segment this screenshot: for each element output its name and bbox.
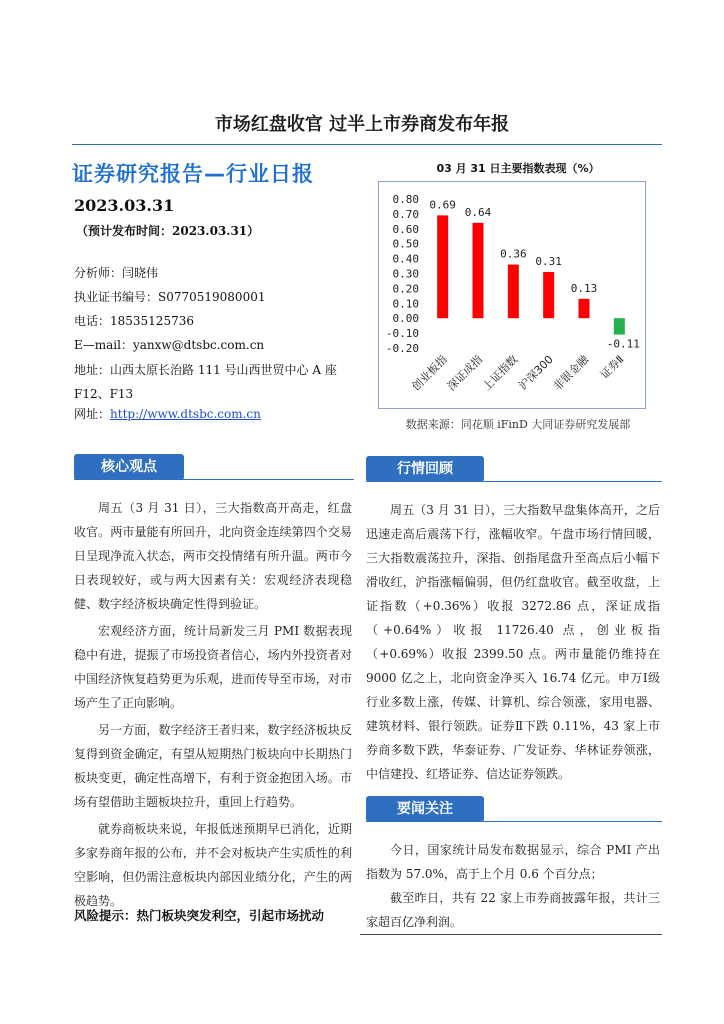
- website-label: 网址：: [74, 407, 111, 421]
- website-row: [74, 405, 261, 424]
- analyst-cert: 执业证书编号：S0770519080001: [74, 290, 266, 304]
- chart-title: 03 月 31 日主要指数表现（%）: [436, 162, 600, 175]
- analyst-name: 分析师：闫晓伟: [74, 266, 159, 280]
- section-core-view: 核心观点: [74, 454, 184, 480]
- report-title: 证券研究报告—行业日报: [72, 162, 314, 186]
- bar: [473, 223, 484, 318]
- x-tick-label: 非银金融: [550, 352, 592, 394]
- x-tick-label: 沪深300: [516, 352, 556, 393]
- header-rule: [72, 144, 662, 145]
- core-view-paragraph: 就券商板块来说，年报低迷预期早已消化，近期多家券商年报的公布，并不会对板块产生实质性的利空影响，但仍需注意板块内部因业绩分化，产生的两极趋势。: [74, 822, 352, 908]
- chart-frame: [378, 181, 646, 409]
- analyst-address-cont: F12、F13: [74, 387, 134, 401]
- bar: [437, 215, 448, 318]
- y-tick-label: 0.30: [392, 267, 419, 281]
- y-tick-label: -0.20: [385, 342, 419, 355]
- section-core-view-underline: [74, 479, 354, 480]
- section-market-review-underline: [366, 481, 662, 482]
- market-review-paragraph: 周五（3 月 31 日），三大指数早盘集体高开，之后迅速走高后震荡下行，涨幅收窄。午盘市场行情回暖，三大指数震荡拉升，深指、创指尾盘升至高点后小幅下滑收红，沪指涨幅偏弱，但仍红盘收官。截至收盘，上证指数（+0.36%）收报 3272.86 点，深证成指（+0.64%）收报 11726.40 点，创业板指（+0.69%）收报 2399.50 点。两市量能仍维持在 9000 亿之上，北向资金净买入 16.74 亿元。申万Ⅰ级行业多数上涨，传媒、计算机、综合领涨，家用电器、建筑材料、银行领跌。证券Ⅱ下跌 0.11%，43 家上市券商多数下跌，华泰证券、广发证券、华林证券领涨，中信建投、红塔证券、信达证券领跌。: [366, 503, 660, 781]
- x-tick-label: 深证成指: [444, 352, 486, 394]
- data-label: -0.11: [606, 337, 640, 351]
- y-tick-label: 0.50: [392, 237, 419, 251]
- bar: [614, 318, 625, 334]
- bar: [579, 299, 590, 318]
- news-bottom-rule: [360, 934, 662, 935]
- news-body: [366, 838, 660, 934]
- section-news: 要闻关注: [366, 796, 484, 822]
- core-view-paragraph: 周五（3 月 31 日），三大指数高开高走，红盘收官。两市量能有所回升，北向资金连续第四个交易日呈现净流入状态，两市交投情绪有所升温。两市今日表现较好，或与两大因素有关：宏观经济表现稳健、数字经济板块确定性得到验证。: [74, 501, 352, 611]
- x-tick-label: 上证指数: [480, 352, 521, 394]
- section-news-underline: [366, 821, 662, 822]
- data-label: 0.64: [464, 205, 492, 219]
- data-label: 0.36: [500, 247, 527, 261]
- y-tick-label: 0.10: [392, 297, 419, 311]
- core-view-paragraph: 宏观经济方面，统计局新发三月 PMI 数据表现稳中有进，提振了市场投资者信心，场内外投资者对中国经济恢复趋势更为乐观，进而传导至市场，对市场产生了正向影响。: [74, 624, 352, 710]
- index-performance-chart: [379, 182, 645, 408]
- y-tick-label: 0.40: [392, 252, 419, 266]
- analyst-email: E—mail：yanxw@dtsbc.com.cn: [74, 338, 265, 352]
- chart-source: 数据来源：同花顺 iFinD 大同证券研究发展部: [405, 418, 631, 431]
- news-paragraph: 今日，国家统计局发布数据显示，综合 PMI 产出指数为 57.0%，高于上个月 0.6 个百分点；: [366, 843, 660, 881]
- y-tick-label: 0.00: [392, 312, 419, 326]
- page-headline: 市场红盘收官 过半上市券商发布年报: [214, 114, 510, 135]
- news-paragraph: 截至昨日，共有 22 家上市券商披露年报，共计三家超百亿净利润。: [366, 891, 660, 929]
- y-tick-label: 0.80: [392, 193, 419, 206]
- core-view-paragraph: 另一方面，数字经济王者归来，数字经济板块反复得到资金确定，有望从短期热门板块向中长期热门板块变更，确定性高增下，有利于资金抱团入场。市场有望借助主题板块拉升，重回上行趋势。: [74, 723, 352, 809]
- y-tick-label: -0.10: [385, 327, 419, 341]
- bar: [543, 272, 554, 318]
- y-tick-label: 0.70: [392, 207, 419, 221]
- data-label: 0.13: [570, 281, 598, 295]
- x-tick-label: 创业板指: [409, 352, 450, 394]
- analyst-phone: 电话：18535125736: [74, 314, 194, 328]
- market-review-body: [366, 498, 660, 786]
- x-tick-label: 证券Ⅱ: [597, 352, 627, 382]
- data-label: 0.69: [429, 198, 456, 212]
- analyst-address: 地址：山西太原长治路 111 号山西世贸中心 A 座: [74, 363, 337, 377]
- section-market-review: 行情回顾: [366, 456, 484, 482]
- y-tick-label: 0.20: [392, 282, 419, 296]
- report-date: 2023.03.31: [74, 196, 175, 215]
- y-tick-label: 0.60: [392, 222, 419, 236]
- bar: [508, 265, 519, 319]
- risk-warning: 风险提示：热门板块突发利空，引起市场扰动: [74, 908, 325, 923]
- website-link[interactable]: http://www.dtsbc.com.cn: [110, 407, 261, 421]
- core-view-body: [74, 496, 352, 913]
- expected-publish-date: （预计发布时间：2023.03.31）: [76, 224, 260, 238]
- data-label: 0.31: [535, 255, 562, 269]
